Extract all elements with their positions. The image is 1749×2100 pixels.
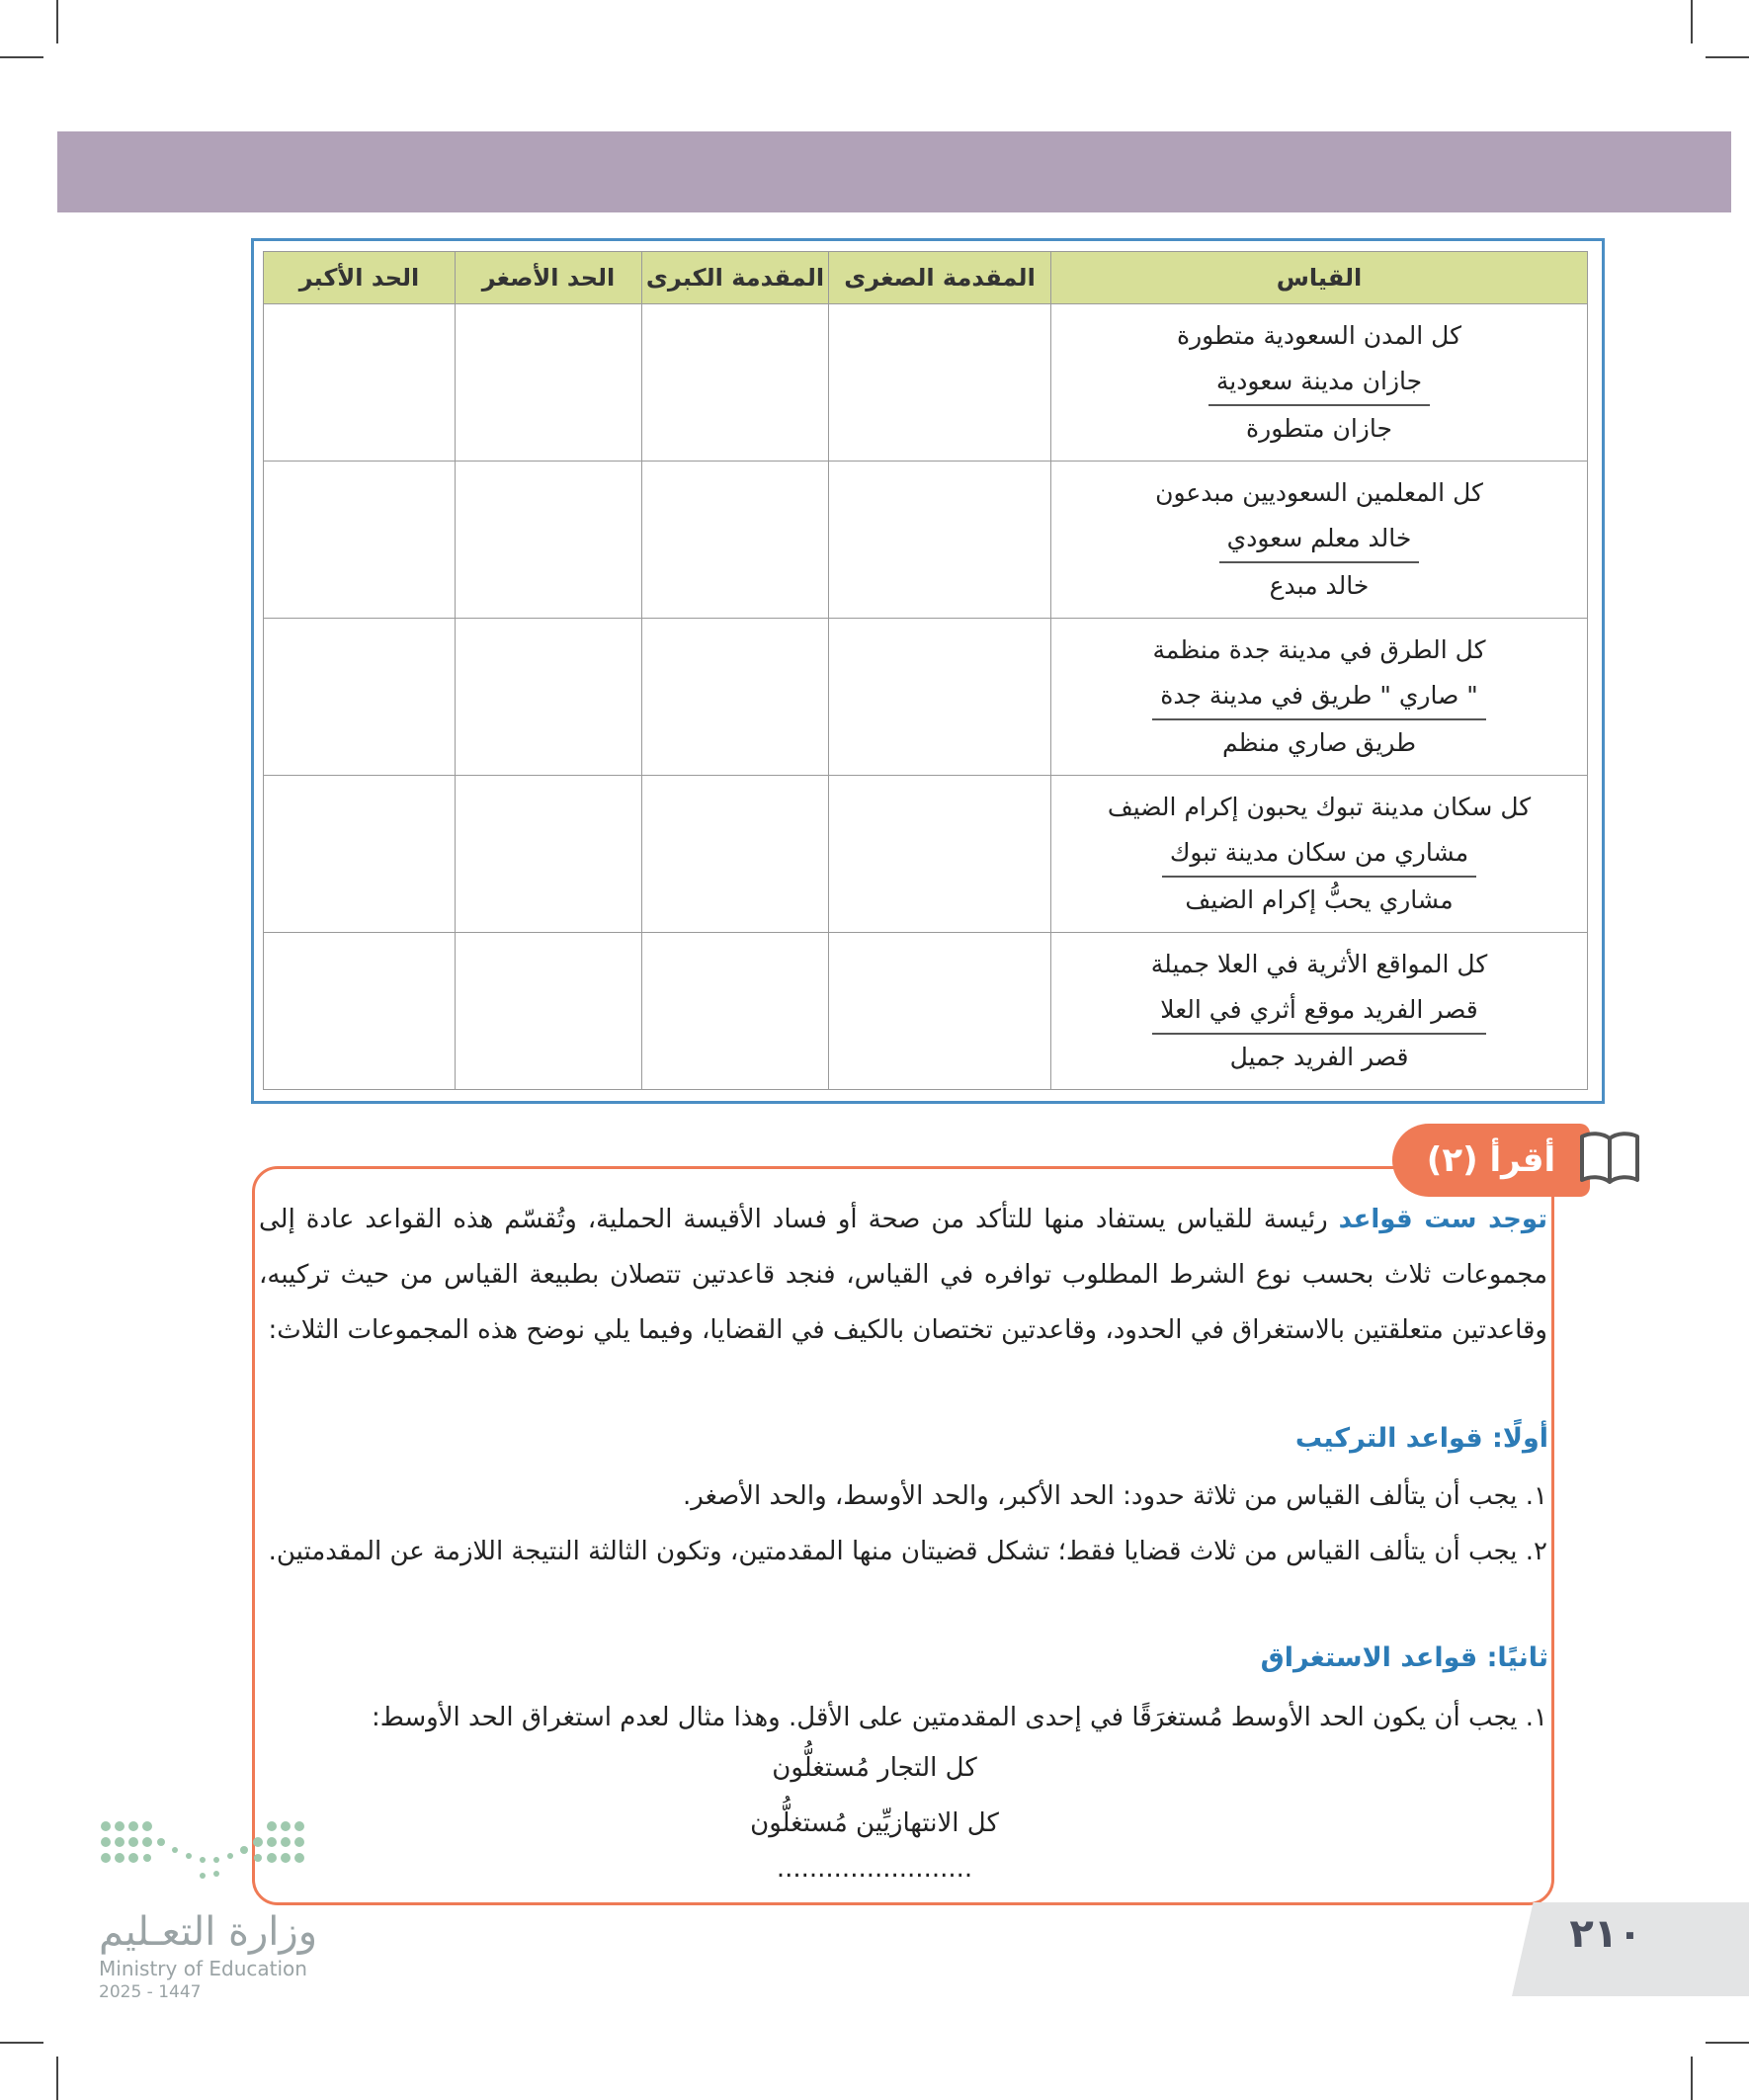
rule-3: ١. يجب أن يكون الحد الأوسط مُستغرَقًا في إحدى المقدمتين على الأقل. وهذا مثال لعدم استغراق الحد الأوسط: [371, 1703, 1547, 1732]
answer-cell[interactable] [642, 776, 829, 933]
ministry-name-english: Ministry of Education [99, 1957, 307, 1980]
syllogism-cell [1051, 619, 1588, 776]
answer-cell[interactable] [829, 619, 1051, 776]
syllogism-cell [1051, 776, 1588, 933]
answer-cell[interactable] [456, 462, 642, 619]
crop-mark [56, 0, 58, 43]
crop-mark [1706, 2042, 1749, 2044]
conclusion: طريق صاري منظم [1222, 728, 1416, 757]
crop-mark [1706, 56, 1749, 58]
answer-cell[interactable] [264, 776, 456, 933]
answer-cell[interactable] [642, 933, 829, 1090]
open-book-icon [1578, 1129, 1641, 1192]
crop-mark [0, 2042, 43, 2044]
header-banner [57, 131, 1731, 212]
header-major-term: الحد الأكبر [264, 252, 456, 304]
table-row [264, 933, 1588, 1090]
header-major-premise: المقدمة الكبرى [642, 252, 829, 304]
syllogism-cell [1051, 933, 1588, 1090]
crop-mark [56, 2057, 58, 2100]
answer-cell[interactable] [264, 462, 456, 619]
table-row [264, 304, 1588, 462]
syllogism-cell [1051, 462, 1588, 619]
premise-major: كل الطرق في مدينة جدة منظمة [1152, 635, 1486, 664]
example-line: كل التجار مُستغلُّون [772, 1753, 977, 1783]
premise-major: كل المعلمين السعوديين مبدعون [1155, 478, 1483, 507]
table-row [264, 462, 1588, 619]
premise-minor: جازان مدينة سعودية [1208, 359, 1430, 406]
answer-cell[interactable] [829, 776, 1051, 933]
table-row [264, 619, 1588, 776]
crop-mark [0, 56, 43, 58]
answer-cell[interactable] [456, 619, 642, 776]
answer-cell[interactable] [456, 304, 642, 462]
header-minor-term: الحد الأصغر [456, 252, 642, 304]
header-qiyas: القياس [1051, 252, 1588, 304]
syllogism-cell [1051, 304, 1588, 462]
ministry-name-arabic: وزارة التعـليم [99, 1909, 318, 1955]
intro-text: رئيسة للقياس يستفاد منها للتأكد من صحة أو فساد الأقيسة الحملية، وتُقسّم هذه القواعد عادة إلى مجموعات ثلاث بحسب نوع الشرط المطلوب توافره في القياس، فنجد قاعدتين تتصلان بطبيعة القياس من حيث تركيبه، وقاعدتين متعلقتين بالاستغراق في الحدود، وقاعدتين تختصان بالكيف في القضايا، وفيما يلي نوضح هذه المجموعات الثلاث: [259, 1205, 1547, 1345]
heading-composition-rules: أولًا: قواعد التركيب [1294, 1423, 1548, 1454]
page-number: ٢١٠ [1569, 1911, 1642, 1957]
syllogism-table [263, 251, 1588, 1090]
intro-highlight: توجد ست قواعد [1338, 1205, 1547, 1234]
answer-cell[interactable] [264, 933, 456, 1090]
heading-distribution-rules: ثانيًا: قواعد الاستغراق [1260, 1642, 1548, 1673]
crop-mark [1691, 0, 1693, 43]
answer-cell[interactable] [456, 933, 642, 1090]
conclusion: خالد مبدع [1269, 571, 1370, 600]
intro-paragraph [259, 1192, 1547, 1358]
conclusion: قصر الفريد جميل [1229, 1043, 1409, 1071]
ministry-year: 2025 - 1447 [99, 1982, 202, 2002]
answer-cell[interactable] [829, 933, 1051, 1090]
answer-cell[interactable] [642, 304, 829, 462]
premise-minor: خالد معلم سعودي [1219, 516, 1420, 563]
header-minor-premise: المقدمة الصغرى [829, 252, 1051, 304]
answer-cell[interactable] [456, 776, 642, 933]
answer-cell[interactable] [829, 304, 1051, 462]
answer-cell[interactable] [264, 619, 456, 776]
conclusion: جازان متطورة [1246, 414, 1392, 443]
example-blank: ........................ [776, 1854, 973, 1884]
conclusion: مشاري يحبُّ إكرام الضيف [1185, 885, 1454, 914]
premise-major: كل المدن السعودية متطورة [1176, 321, 1462, 350]
premise-major: كل سكان مدينة تبوك يحبون إكرام الضيف [1107, 793, 1532, 821]
rule-2: ٢. يجب أن يتألف القياس من ثلاث قضايا فقط؛ تشكل قضيتان منها المقدمتين، وتكون الثالثة النتيجة اللازمة عن المقدمتين. [268, 1537, 1547, 1566]
crop-mark [1691, 2057, 1693, 2100]
premise-minor: " صاري " طريق في مدينة جدة [1152, 673, 1486, 720]
table-row [264, 776, 1588, 933]
table-header-row [264, 252, 1588, 304]
premise-major: كل المواقع الأثرية في العلا جميلة [1150, 950, 1488, 978]
premise-minor: مشاري من سكان مدينة تبوك [1162, 830, 1476, 878]
example-line: كل الانتهازيِّين مُستغلُّون [750, 1808, 999, 1838]
read-section-title: أقرأ (٢) [1392, 1124, 1590, 1197]
rule-1: ١. يجب أن يتألف القياس من ثلاثة حدود: الحد الأكبر، والحد الأوسط، والحد الأصغر. [682, 1481, 1547, 1511]
premise-minor: قصر الفريد موقع أثري في العلا [1152, 987, 1485, 1035]
answer-cell[interactable] [264, 304, 456, 462]
answer-cell[interactable] [829, 462, 1051, 619]
answer-cell[interactable] [642, 462, 829, 619]
ministry-logo-icon [94, 1816, 321, 1899]
answer-cell[interactable] [642, 619, 829, 776]
